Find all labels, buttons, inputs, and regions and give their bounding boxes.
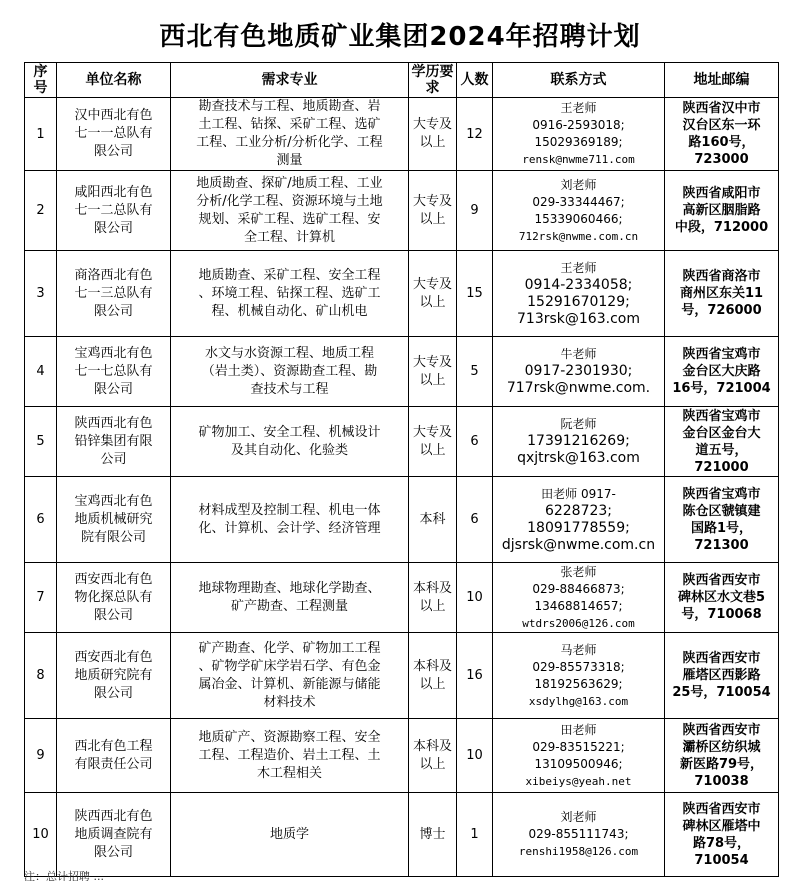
header-num: 人数	[457, 63, 493, 98]
cell-unit-line: 陕西西北有色	[74, 415, 153, 431]
cell-addr-line: 陕西省汉中市	[682, 101, 761, 116]
cell-major-line: 矿产勘查、化学、矿物加工工程	[198, 640, 381, 656]
cell-num: 5	[457, 337, 493, 407]
cell-contact-line: 18091778559;	[527, 519, 630, 536]
cell-edu-line: 以上	[419, 756, 446, 772]
cell-contact-line: 马老师	[560, 642, 597, 657]
cell-num: 12	[457, 98, 493, 171]
cell-addr-line: 陕西省咸阳市	[682, 186, 761, 201]
cell-contact-line: rensk@nwme711.com	[522, 153, 635, 166]
cell-unit	[57, 563, 171, 633]
cell-num: 10	[457, 563, 493, 633]
cell-addr-line: 碑林区雁塔中	[682, 818, 761, 834]
cell-unit-line: 限公司	[93, 844, 133, 860]
header-seq: 序号	[25, 63, 57, 98]
cell-contact-line: 0917-2301930;	[524, 363, 633, 379]
cell-major	[171, 563, 409, 633]
cell-major	[171, 719, 409, 793]
cell-unit-line: 物化探总队有	[74, 589, 153, 605]
cell-addr-line: 陕西省西安市	[682, 651, 761, 666]
cell-major-line: 勘查技术与工程、地质勘查、岩	[198, 99, 381, 114]
cell-seq: 6	[25, 477, 57, 563]
cell-major-line: （岩土类）、资源勘查工程、勘	[201, 363, 378, 379]
cell-major-line: 全工程、计算机	[243, 229, 335, 245]
cell-major-line: 地球物理勘查、地球化学勘查、	[198, 580, 381, 596]
header-edu: 学历要求	[409, 63, 457, 98]
cell-num: 16	[457, 633, 493, 719]
cell-num: 10	[457, 719, 493, 793]
cell-unit-line: 宝鸡西北有色	[74, 345, 153, 361]
cell-addr-line: 道五号，	[695, 442, 748, 458]
cell-edu-line: 大专及	[412, 117, 452, 132]
table-row	[25, 251, 779, 337]
cell-major-line: 材料技术	[263, 694, 316, 710]
cell-num: 6	[457, 407, 493, 477]
cell-seq: 5	[25, 407, 57, 477]
cell-contact-line: 029-33344467;	[532, 194, 625, 209]
cell-major	[171, 251, 409, 337]
cell-contact-line: 刘老师	[560, 177, 597, 192]
cell-contact	[493, 719, 665, 793]
cell-contact-line: 张老师	[560, 564, 597, 579]
table-header-row	[25, 63, 779, 98]
cell-unit-line: 院有限公司	[80, 529, 146, 545]
cell-addr-line: 新医路79号，	[679, 756, 764, 772]
cell-edu	[409, 251, 457, 337]
cell-edu-line: 以上	[419, 676, 446, 692]
cell-edu-line: 以上	[419, 598, 446, 614]
cell-addr-line: 陕西省商洛市	[682, 269, 761, 284]
cell-major	[171, 793, 409, 877]
cell-major-line: 土工程、钻探、采矿工程、选矿	[198, 117, 381, 132]
cell-unit-line: 咸阳西北有色	[74, 184, 153, 200]
table-row	[25, 171, 779, 251]
cell-contact-line: djsrsk@nwme.com.cn	[501, 536, 656, 553]
cell-unit-line: 有限责任公司	[74, 756, 153, 772]
cell-addr-line: 号，726000	[681, 303, 762, 318]
cell-addr	[665, 719, 779, 793]
cell-major	[171, 98, 409, 171]
cell-addr-line: 723000	[694, 152, 749, 167]
cell-addr-line: 中段，712000	[674, 220, 769, 235]
cell-unit-line: 商洛西北有色	[74, 267, 153, 283]
cell-major-line: 水文与水资源工程、地质工程	[204, 345, 374, 361]
cell-unit-line: 宝鸡西北有色	[74, 493, 153, 509]
cell-major-line: 、环境工程、钻探工程、选矿工	[198, 285, 381, 301]
cell-contact-line: 0914-2334058;	[524, 276, 633, 293]
cell-major-line: 地质矿产、资源勘察工程、安全	[198, 729, 381, 745]
cell-unit	[57, 98, 171, 171]
cell-unit	[57, 633, 171, 719]
cell-contact-line: 029-855111743;	[528, 827, 629, 841]
cell-major-line: 分析/化学工程、资源环境与土地	[196, 193, 383, 209]
cell-edu-line: 博士	[419, 826, 446, 842]
cell-unit-line: 七一七总队有	[74, 363, 153, 379]
cell-contact-line: 717rsk@nwme.com.	[506, 380, 651, 396]
cell-addr-line: 陕西省宝鸡市	[682, 347, 761, 362]
cell-unit-line: 限公司	[93, 220, 133, 236]
cell-addr	[665, 337, 779, 407]
cell-edu-line: 本科	[419, 511, 446, 527]
cell-edu-line: 大专及	[412, 193, 452, 209]
cell-major	[171, 171, 409, 251]
cell-major-line: 、矿物学矿床学岩石学、有色金	[198, 658, 381, 674]
cell-addr-line: 721000	[694, 459, 749, 475]
cell-unit-line: 西安西北有色	[74, 571, 153, 587]
cell-contact-line: 15029369189;	[534, 135, 623, 149]
header-contact: 联系方式	[493, 63, 665, 98]
cell-contact-line: 029-85573318;	[532, 659, 625, 674]
cell-major-line: 及其自动化、化验类	[230, 442, 348, 458]
cell-addr	[665, 633, 779, 719]
cell-unit-line: 西北有色工程	[74, 738, 153, 754]
cell-addr-line: 雁塔区西影路	[682, 668, 761, 683]
cell-addr-line: 陕西省宝鸡市	[682, 408, 761, 424]
footnote: 注：总计招聘 ...	[24, 870, 104, 881]
cell-unit-line: 限公司	[93, 685, 133, 701]
cell-addr-line: 721300	[694, 537, 749, 553]
cell-addr	[665, 477, 779, 563]
cell-edu-line: 本科及	[412, 580, 452, 596]
cell-major-line: 规划、采矿工程、选矿工程、安	[198, 211, 381, 227]
cell-contact	[493, 171, 665, 251]
cell-num: 15	[457, 251, 493, 337]
cell-edu-line: 大专及	[412, 276, 452, 292]
recruitment-table	[24, 62, 779, 877]
cell-edu	[409, 407, 457, 477]
cell-edu	[409, 477, 457, 563]
cell-addr-line: 陕西省西安市	[682, 573, 761, 588]
cell-contact-line: qxjtrsk@163.com	[517, 450, 640, 466]
cell-contact	[493, 793, 665, 877]
cell-edu-line: 以上	[419, 135, 446, 150]
cell-addr-line: 国路1号，	[690, 520, 753, 536]
cell-unit-line: 西安西北有色	[74, 649, 153, 665]
cell-unit-line: 七一二总队有	[74, 202, 153, 218]
page-title: 西北有色地质矿业集团2024年招聘计划	[159, 22, 641, 52]
cell-contact-line: renshi1958@126.com	[518, 845, 639, 858]
cell-addr	[665, 793, 779, 877]
cell-addr-line: 商州区东关11	[679, 286, 764, 301]
cell-contact-line: 029-83515221;	[532, 739, 625, 754]
cell-edu	[409, 563, 457, 633]
cell-unit	[57, 477, 171, 563]
cell-major-line: 地质勘查、探矿/地质工程、工业	[196, 175, 383, 191]
cell-contact-line: 田老师	[560, 722, 597, 737]
cell-contact-line: 713rsk@163.com	[517, 310, 640, 327]
cell-major-line: 矿物加工、安全工程、机械设计	[198, 424, 381, 440]
cell-edu-line: 以上	[419, 294, 446, 310]
cell-contact-line: 牛老师	[560, 347, 597, 361]
cell-major-line: 矿产勘查、工程测量	[230, 598, 348, 614]
cell-unit-line: 地质调查院有	[74, 826, 153, 842]
cell-contact-line: 13468814657;	[534, 598, 623, 613]
cell-unit-line: 地质机械研究	[74, 511, 153, 527]
cell-contact-line: 田老师 0917-	[541, 486, 616, 501]
cell-contact-line: 0916-2593018;	[532, 118, 625, 132]
cell-contact-line: 刘老师	[560, 810, 597, 824]
cell-major-line: 材料成型及控制工程、机电一体	[198, 502, 381, 518]
cell-edu-line: 以上	[419, 442, 446, 458]
cell-addr-line: 陈仓区虢镇建	[682, 503, 761, 519]
cell-contact-line: 18192563629;	[534, 676, 623, 691]
cell-edu-line: 以上	[419, 211, 446, 227]
cell-addr-line: 路78号，	[692, 835, 751, 851]
cell-addr-line: 710038	[694, 773, 749, 789]
cell-addr-line: 汉台区东一环	[682, 118, 761, 133]
cell-contact-line: 712rsk@nwme.com.cn	[518, 229, 639, 243]
cell-edu-line: 大专及	[412, 354, 452, 370]
cell-unit-line: 限公司	[93, 381, 133, 397]
cell-addr-line: 陕西省西安市	[682, 801, 761, 817]
table-row	[25, 337, 779, 407]
cell-contact-line: 阮老师	[560, 417, 597, 431]
cell-contact-line: xsdylhg@163.com	[528, 694, 629, 708]
cell-contact	[493, 98, 665, 171]
header-unit: 单位名称	[57, 63, 171, 98]
cell-unit	[57, 171, 171, 251]
cell-unit-line: 七一三总队有	[74, 285, 153, 301]
cell-contact	[493, 407, 665, 477]
cell-unit	[57, 251, 171, 337]
cell-edu	[409, 337, 457, 407]
cell-addr-line: 路160号，	[688, 135, 755, 150]
cell-addr-line: 高新区胭脂路	[682, 203, 761, 218]
cell-contact-line: 15291670129;	[527, 293, 630, 310]
cell-unit-line: 地质研究院有	[74, 667, 153, 683]
cell-edu-line: 大专及	[412, 424, 452, 440]
cell-num: 6	[457, 477, 493, 563]
cell-seq: 4	[25, 337, 57, 407]
cell-edu	[409, 98, 457, 171]
cell-contact	[493, 563, 665, 633]
cell-seq: 10	[25, 793, 57, 877]
cell-contact-line: 029-88466873;	[532, 581, 625, 596]
cell-seq: 8	[25, 633, 57, 719]
cell-unit	[57, 719, 171, 793]
cell-addr-line: 25号，710054	[672, 685, 771, 700]
cell-major-line: 木工程相关	[256, 765, 322, 781]
table-row	[25, 633, 779, 719]
cell-addr-line: 号，710068	[681, 607, 762, 622]
cell-edu	[409, 171, 457, 251]
cell-major	[171, 477, 409, 563]
cell-seq: 7	[25, 563, 57, 633]
cell-contact-line: 15339060466;	[534, 211, 623, 226]
cell-unit	[57, 337, 171, 407]
table-row	[25, 477, 779, 563]
cell-addr-line: 710054	[694, 852, 749, 868]
cell-edu-line: 本科及	[412, 738, 452, 754]
cell-num: 9	[457, 171, 493, 251]
cell-seq: 9	[25, 719, 57, 793]
cell-major-line: 化、计算机、会计学、经济管理	[198, 520, 381, 536]
cell-edu-line: 本科及	[412, 658, 452, 674]
cell-unit	[57, 407, 171, 477]
cell-addr	[665, 251, 779, 337]
cell-unit-line: 限公司	[93, 144, 133, 159]
cell-addr-line: 灞桥区纺织城	[682, 739, 761, 755]
cell-num: 1	[457, 793, 493, 877]
cell-unit-line: 公司	[100, 451, 127, 467]
cell-major-line: 程、机械自动化、矿山机电	[211, 303, 368, 319]
cell-unit-line: 限公司	[93, 607, 133, 623]
cell-contact-line: 6228723;	[544, 502, 613, 519]
cell-addr	[665, 171, 779, 251]
table-row	[25, 719, 779, 793]
cell-major-line: 工程、工程造价、岩土工程、土	[198, 747, 381, 763]
cell-addr-line: 金台区大庆路	[682, 364, 761, 379]
cell-major-line: 属冶金、计算机、新能源与储能	[198, 676, 381, 692]
cell-edu	[409, 719, 457, 793]
cell-contact-line: wtdrs2006@126.com	[522, 616, 635, 630]
cell-unit-line: 限公司	[93, 303, 133, 319]
cell-edu	[409, 793, 457, 877]
cell-addr	[665, 98, 779, 171]
table-row	[25, 563, 779, 633]
cell-contact	[493, 337, 665, 407]
cell-addr-line: 金台区金台大	[682, 425, 761, 441]
cell-contact-line: 王老师	[560, 260, 597, 275]
cell-addr	[665, 563, 779, 633]
cell-contact-line: xibeiys@yeah.net	[525, 774, 632, 788]
table-row	[25, 793, 779, 877]
cell-addr-line: 陕西省宝鸡市	[682, 486, 761, 502]
cell-edu-line: 以上	[419, 372, 446, 388]
header-major: 需求专业	[171, 63, 409, 98]
cell-unit-line: 汉中西北有色	[74, 108, 153, 123]
table-body	[25, 98, 779, 877]
cell-major	[171, 407, 409, 477]
cell-contact	[493, 633, 665, 719]
cell-unit-line: 陕西西北有色	[74, 808, 153, 824]
cell-addr-line: 16号，721004	[672, 381, 771, 396]
cell-major-line: 地质勘查、采矿工程、安全工程	[198, 267, 381, 283]
cell-unit-line: 七一一总队有	[74, 126, 153, 141]
cell-unit-line: 铅锌集团有限	[74, 433, 153, 449]
cell-major	[171, 337, 409, 407]
cell-major-line: 地质学	[269, 826, 309, 842]
table-row	[25, 407, 779, 477]
cell-contact-line: 17391216269;	[527, 433, 630, 449]
cell-unit	[57, 793, 171, 877]
cell-seq: 2	[25, 171, 57, 251]
cell-contact	[493, 251, 665, 337]
cell-edu	[409, 633, 457, 719]
cell-major-line: 测量	[276, 153, 303, 168]
cell-contact-line: 13109500946;	[534, 756, 623, 771]
cell-addr-line: 陕西省西安市	[682, 722, 761, 738]
cell-addr	[665, 407, 779, 477]
cell-seq: 3	[25, 251, 57, 337]
cell-major-line: 工程、工业分析/分析化学、工程	[196, 135, 383, 150]
cell-major-line: 查技术与工程	[250, 381, 329, 397]
cell-addr-line: 碑林区水文巷5	[677, 590, 766, 605]
table-row	[25, 98, 779, 171]
header-addr: 地址邮编	[665, 63, 779, 98]
cell-contact-line: 王老师	[560, 101, 597, 115]
cell-major	[171, 633, 409, 719]
cell-contact	[493, 477, 665, 563]
cell-seq: 1	[25, 98, 57, 171]
